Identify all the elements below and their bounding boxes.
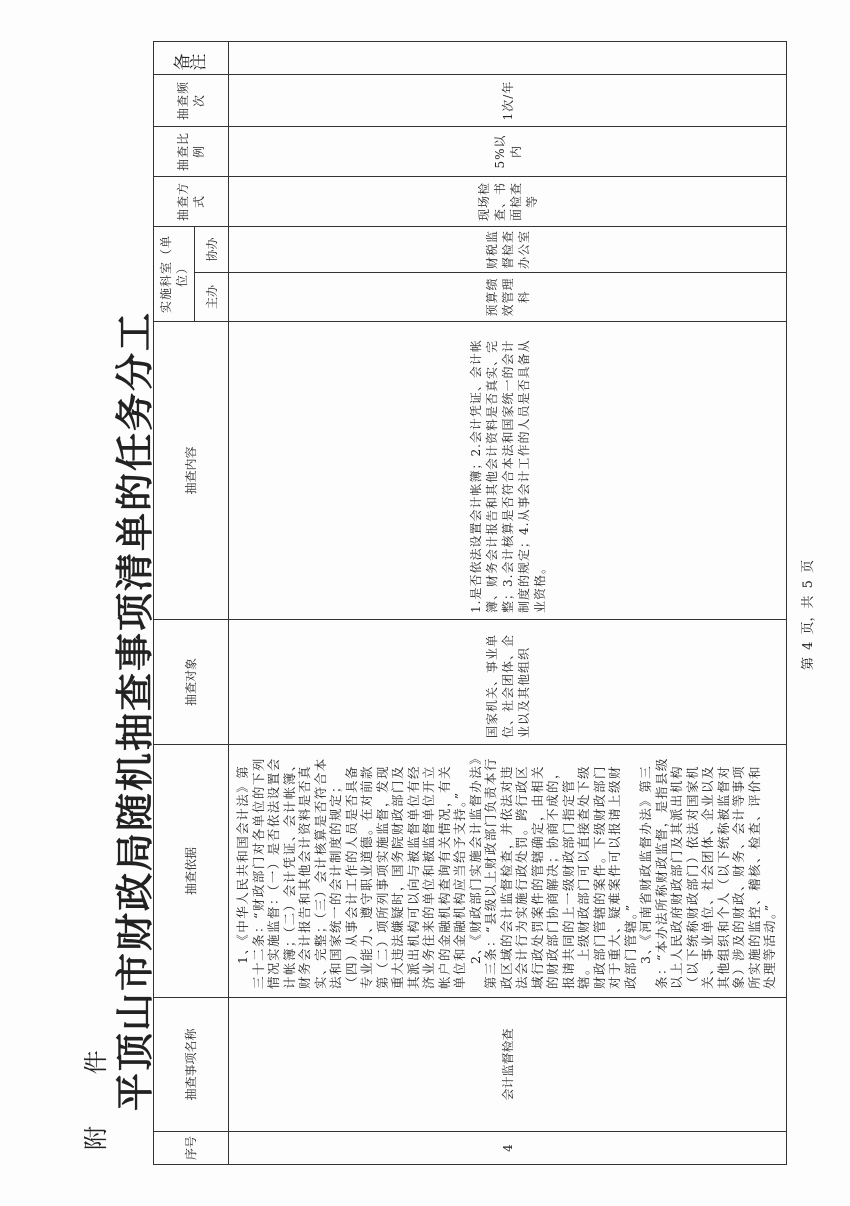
header-dept-assist: 协办: [195, 226, 229, 272]
basis-paragraph: 2、《财政部门实施会计监督办法》第三条：“县级以上财政部门负责本行政区域的会计监督检查，并依法对违法会计行为实施行政处罚。跨行政区域行政处罚案件的管辖确定，由相关的财政部门协商解决；协商不成的，报请共同的上一级财政部门指定管辖。上级财政部门可以直接查处下级财政部门管辖的案件。下级财政部门对于重大、疑难案件可以报请上级财政部门管辖。”: [467, 757, 638, 989]
cell-dept-main: 预算绩效管理科: [229, 273, 787, 322]
attachment-label: 附 件: [82, 1028, 110, 1150]
basis-paragraph: 3、《河南省财政监督办法》第三条：“本办法所称财政监督，是指县级以上人民政府财政部门及其派出机构（以下统称财政部门）依法对国家机关、事业单位、社会团体、企业以及其他组织和个人（以下统称被监督对象）涉及的财政、财务、会计等事项所实施的监控、稽核、检查、评价和处理等活动。”: [638, 757, 777, 989]
header-content: 抽查内容: [154, 322, 229, 620]
header-method: 抽查方式: [154, 176, 229, 226]
cell-frequency: 1次/年: [229, 74, 787, 126]
header-item-name: 抽查事项名称: [154, 998, 229, 1132]
basis-paragraph: 1、《中华人民共和国会计法》第三十二条：“财政部门对各单位的下列情况实施监督：（一）是否依法设置会计帐簿；（二）会计凭证、会计帐簿、财务会计报告和其他会计资料是否真实、完整；（三）会计核算是否符合本法和国家统一的会计制度的规定；（四）从事会计工作的人员是否具备专业能力、遵守职业道德。在对前款第（二）项所列事项实施监督，发现重大违法嫌疑时，国务院财政部门及其派出机构可以向与被监督单位有经济业务往来的单位和被监督单位开立帐户的金融机构查询有关情况，有关单位和金融机构应当给予支持。”: [235, 757, 467, 989]
cell-content: 1.是否依法设置会计帐簿；2.会计凭证、会计帐簿、财务会计报告和其他会计资料是否真实、完整；3.会计核算是否符合本法和国家统一的会计制度的规定；4.从事会计工作的人员是否具备从业资格。: [229, 322, 787, 620]
header-ratio: 抽查比例: [154, 126, 229, 176]
table-row: [229, 41, 787, 1164]
header-target: 抽查对象: [154, 620, 229, 745]
header-remark: 备注: [154, 41, 229, 74]
page-footer: 第 4 页，共 5 页: [801, 559, 816, 670]
header-seq: 序号: [154, 1132, 229, 1165]
cell-ratio: 5%以内: [229, 126, 787, 176]
cell-item-name: 会计监督检查: [229, 998, 787, 1132]
document-title: 平顶山市财政局随机抽查事项清单的任务分工: [112, 311, 157, 1112]
cell-remark: [229, 41, 787, 74]
task-table: [153, 41, 787, 1165]
cell-target: 国家机关、事业单位、社会团体、企业以及其他组织: [229, 620, 787, 745]
cell-dept-assist: 财税监督检查办公室: [229, 226, 787, 272]
header-basis: 抽查依据: [154, 745, 229, 998]
header-dept: 实施科室（单位）: [154, 226, 195, 321]
cell-seq: 4: [229, 1132, 787, 1165]
cell-basis: [229, 745, 787, 998]
cell-method: 现场检查、书面检查等: [229, 176, 787, 226]
header-dept-main: 主办: [195, 273, 229, 322]
header-frequency: 抽查频次: [154, 74, 229, 126]
